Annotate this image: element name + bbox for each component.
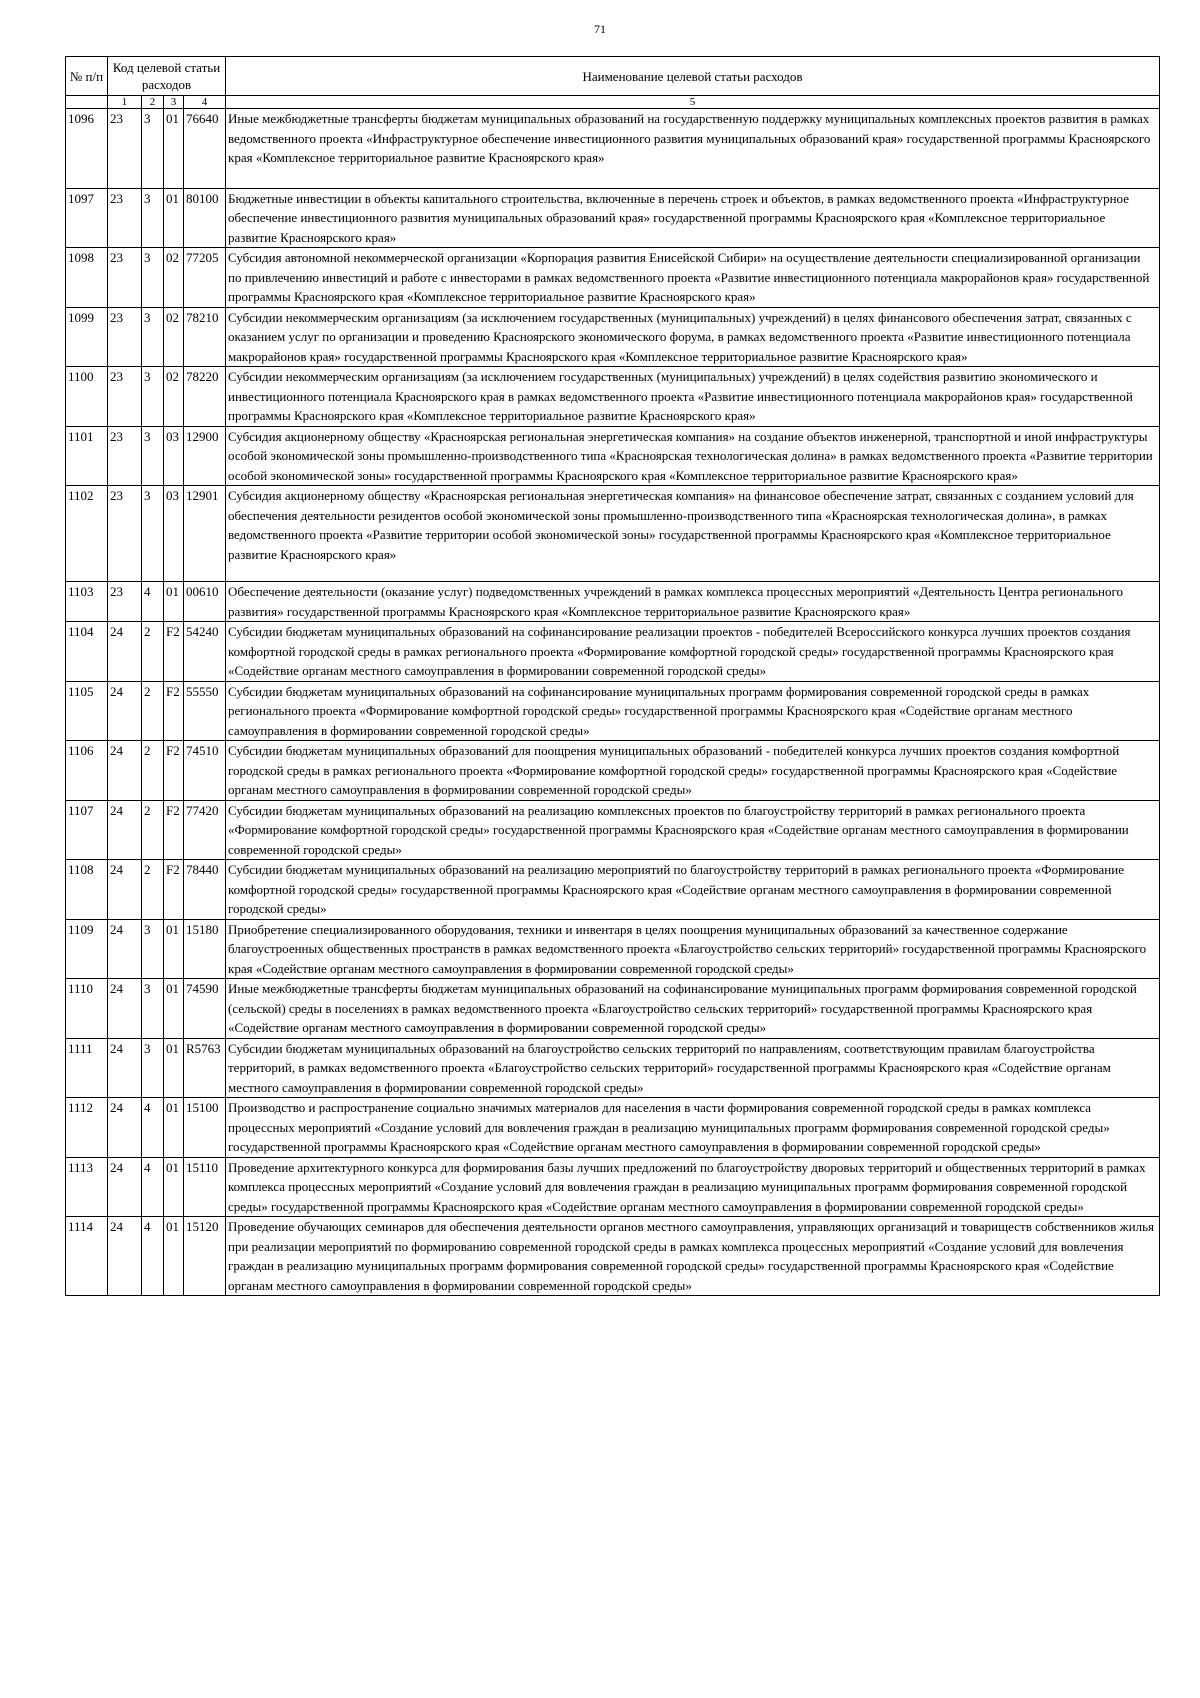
code-part-4-cell: 77205 — [184, 248, 226, 308]
row-number-cell: 1107 — [66, 800, 108, 860]
code-part-3-cell: F2 — [164, 681, 184, 741]
table-row — [66, 109, 1160, 189]
header-col-number: 3 — [164, 96, 184, 109]
code-part-2-cell: 2 — [142, 681, 164, 741]
code-part-4-cell: 00610 — [184, 582, 226, 622]
code-part-3-cell: 01 — [164, 1157, 184, 1217]
code-part-3-cell: F2 — [164, 800, 184, 860]
code-part-1-cell: 24 — [108, 1217, 142, 1296]
code-part-4-cell: 15110 — [184, 1157, 226, 1217]
code-part-1-cell: 24 — [108, 1098, 142, 1158]
expense-name-cell: Иные межбюджетные трансферты бюджетам муниципальных образований на софинансирование муниципальных программ формирования современной городской (сельской) среды в поселениях в рамках ведомственного проекта «Благоустройство сельских территорий» государственной программы Красноярского края «Содействие органам местного самоуправления в формировании современной городской среды» — [226, 979, 1160, 1039]
header-name: Наименование целевой статьи расходов — [226, 57, 1160, 96]
header-col-number: 1 — [108, 96, 142, 109]
row-number-cell: 1112 — [66, 1098, 108, 1158]
expense-name-cell: Проведение обучающих семинаров для обеспечения деятельности органов местного самоуправления, управляющих организаций и товариществ собственников жилья при реализации мероприятий по формированию современной городской среды в рамках комплекса процессных мероприятий «Создание условий для вовлечения граждан в реализацию муниципальных программ формирования современной городской среды» государственной программы Красноярского края «Содействие органам местного самоуправления в формировании современной городской среды» — [226, 1217, 1160, 1296]
code-part-4-cell: 12900 — [184, 426, 226, 486]
row-number-cell: 1110 — [66, 979, 108, 1039]
expense-name-cell: Субсидия акционерному обществу «Красноярская региональная энергетическая компания» на создание объектов инженерной, транспортной и иной инфраструктуры особой экономической зоны промышленно-производственного типа «Красноярская технологическая долина» в рамках ведомственного проекта «Развитие территории особой экономической зоны» государственной программы Красноярского края «Комплексное территориальное развитие Красноярского края» — [226, 426, 1160, 486]
code-part-4-cell: 78210 — [184, 307, 226, 367]
code-part-3-cell: 01 — [164, 1038, 184, 1098]
table-row — [66, 681, 1160, 741]
code-part-3-cell: 01 — [164, 979, 184, 1039]
code-part-1-cell: 24 — [108, 800, 142, 860]
table-row — [66, 307, 1160, 367]
table-row — [66, 582, 1160, 622]
table-row — [66, 1098, 1160, 1158]
code-part-4-cell: R5763 — [184, 1038, 226, 1098]
expense-name-cell: Субсидии бюджетам муниципальных образований для поощрения муниципальных образований - победителей конкурса лучших проектов создания комфортной городской среды в рамках регионального проекта «Формирование комфортной городской среды» государственной программы Красноярского края «Содействие органам местного самоуправления в формировании современной городской среды» — [226, 741, 1160, 801]
code-part-3-cell: 01 — [164, 1098, 184, 1158]
row-number-cell: 1096 — [66, 109, 108, 189]
code-part-4-cell: 12901 — [184, 486, 226, 582]
code-part-2-cell: 3 — [142, 248, 164, 308]
code-part-1-cell: 24 — [108, 979, 142, 1039]
code-part-4-cell: 76640 — [184, 109, 226, 189]
code-part-3-cell: 01 — [164, 1217, 184, 1296]
code-part-1-cell: 24 — [108, 1157, 142, 1217]
code-part-1-cell: 23 — [108, 367, 142, 427]
expense-name-cell: Иные межбюджетные трансферты бюджетам муниципальных образований на государственную поддержку муниципальных комплексных проектов развития в рамках ведомственного проекта «Инфраструктурное обеспечение инвестиционного развития муниципальных образований края» государственной программы Красноярского края «Комплексное территориальное развитие Красноярского края» — [226, 109, 1160, 189]
row-number-cell: 1113 — [66, 1157, 108, 1217]
code-part-3-cell: F2 — [164, 860, 184, 920]
table-row — [66, 367, 1160, 427]
expense-name-cell: Субсидии некоммерческим организациям (за исключением государственных (муниципальных) учреждений) в целях финансового обеспечения затрат, связанных с оказанием услуг по организации и проведению Красноярского экономического форума, в рамках ведомственного проекта «Развитие инвестиционного потенциала макрорайонов края» государственной программы Красноярского края «Комплексное территориальное развитие Красноярского края» — [226, 307, 1160, 367]
code-part-3-cell: 02 — [164, 307, 184, 367]
code-part-4-cell: 78220 — [184, 367, 226, 427]
expense-name-cell: Производство и распространение социально значимых материалов для населения в части формирования современной городской среды в рамках комплекса процессных мероприятий «Создание условий для вовлечения граждан в реализацию муниципальных программ формирования современной городской среды» государственной программы Красноярского края «Содействие органам местного самоуправления в формировании современной городской среды» — [226, 1098, 1160, 1158]
row-number-cell: 1098 — [66, 248, 108, 308]
row-number-cell: 1099 — [66, 307, 108, 367]
row-number-cell: 1108 — [66, 860, 108, 920]
code-part-4-cell: 77420 — [184, 800, 226, 860]
code-part-2-cell: 4 — [142, 1217, 164, 1296]
code-part-4-cell: 55550 — [184, 681, 226, 741]
expense-name-cell: Приобретение специализированного оборудования, техники и инвентаря в целях поощрения муниципальных образований за качественное содержание благоустроенных общественных пространств в рамках ведомственного проекта «Благоустройство сельских территорий» государственной программы Красноярского края «Содействие органам местного самоуправления в формировании современной городской среды» — [226, 919, 1160, 979]
header-num: № п/п — [66, 57, 108, 96]
table-row — [66, 1038, 1160, 1098]
code-part-1-cell: 24 — [108, 681, 142, 741]
code-part-1-cell: 24 — [108, 919, 142, 979]
code-part-1-cell: 24 — [108, 860, 142, 920]
expense-name-cell: Проведение архитектурного конкурса для формирования базы лучших предложений по благоустройству дворовых территорий и общественных территорий в рамках комплекса процессных мероприятий «Создание условий для вовлечения граждан в реализацию муниципальных программ формирования современной городской среды» государственной программы Красноярского края «Содействие органам местного самоуправления в формировании современной городской среды» — [226, 1157, 1160, 1217]
expense-name-cell: Субсидии бюджетам муниципальных образований на благоустройство сельских территорий по направлениям, соответствующим правилам благоустройства территорий, в рамках ведомственного проекта «Благоустройство сельских территорий» государственной программы Красноярского края «Содействие органам местного самоуправления в формировании современной городской среды» — [226, 1038, 1160, 1098]
expense-name-cell: Субсидии бюджетам муниципальных образований на софинансирование муниципальных программ формирования современной городской среды в рамках регионального проекта «Формирование комфортной городской среды» государственной программы Красноярского края «Содействие органам местного самоуправления в формировании современной городской среды» — [226, 681, 1160, 741]
row-number-cell: 1105 — [66, 681, 108, 741]
code-part-2-cell: 3 — [142, 919, 164, 979]
code-part-1-cell: 24 — [108, 1038, 142, 1098]
code-part-2-cell: 3 — [142, 426, 164, 486]
expense-name-cell: Субсидия автономной некоммерческой организации «Корпорация развития Енисейской Сибири» на осуществление деятельности специализированной организации по привлечению инвестиций и работе с инвесторами в рамках ведомственного проекта «Развитие инвестиционного потенциала макрорайонов края» государственной программы Красноярского края «Комплексное территориальное развитие Красноярского края» — [226, 248, 1160, 308]
code-part-1-cell: 23 — [108, 582, 142, 622]
code-part-2-cell: 3 — [142, 367, 164, 427]
code-part-2-cell: 4 — [142, 1098, 164, 1158]
table-row — [66, 426, 1160, 486]
row-number-cell: 1101 — [66, 426, 108, 486]
header-col-number: 4 — [184, 96, 226, 109]
row-number-cell: 1097 — [66, 188, 108, 248]
table-row — [66, 1217, 1160, 1296]
code-part-3-cell: 03 — [164, 426, 184, 486]
row-number-cell: 1102 — [66, 486, 108, 582]
code-part-4-cell: 74510 — [184, 741, 226, 801]
row-number-cell: 1104 — [66, 622, 108, 682]
code-part-2-cell: 2 — [142, 860, 164, 920]
code-part-2-cell: 3 — [142, 1038, 164, 1098]
table-row — [66, 248, 1160, 308]
code-part-3-cell: 01 — [164, 919, 184, 979]
row-number-cell: 1114 — [66, 1217, 108, 1296]
code-part-2-cell: 2 — [142, 622, 164, 682]
code-part-2-cell: 4 — [142, 582, 164, 622]
code-part-3-cell: 02 — [164, 248, 184, 308]
code-part-4-cell: 78440 — [184, 860, 226, 920]
table-row — [66, 741, 1160, 801]
code-part-4-cell: 74590 — [184, 979, 226, 1039]
code-part-1-cell: 23 — [108, 188, 142, 248]
row-number-cell: 1100 — [66, 367, 108, 427]
code-part-2-cell: 3 — [142, 307, 164, 367]
expense-name-cell: Субсидии некоммерческим организациям (за исключением государственных (муниципальных) учреждений) в целях содействия развитию экономического и инвестиционного потенциала Красноярского края в рамках ведомственного проекта «Развитие инвестиционного потенциала макрорайонов края» государственной программы Красноярского края «Комплексное территориальное развитие Красноярского края» — [226, 367, 1160, 427]
code-part-2-cell: 3 — [142, 979, 164, 1039]
expense-name-cell: Субсидии бюджетам муниципальных образований на софинансирование реализации проектов - победителей Всероссийского конкурса лучших проектов создания комфортной городской среды в рамках регионального проекта «Формирование комфортной городской среды» государственной программы Красноярского края «Содействие органам местного самоуправления в формировании современной городской среды» — [226, 622, 1160, 682]
code-part-3-cell: 02 — [164, 367, 184, 427]
code-part-3-cell: 01 — [164, 109, 184, 189]
page-number: 71 — [594, 22, 606, 36]
code-part-2-cell: 2 — [142, 800, 164, 860]
table-row — [66, 486, 1160, 582]
target-expense-table — [65, 56, 1160, 1296]
row-number-cell: 1109 — [66, 919, 108, 979]
code-part-3-cell: F2 — [164, 622, 184, 682]
code-part-1-cell: 23 — [108, 486, 142, 582]
header-col-number — [66, 96, 108, 109]
code-part-4-cell: 54240 — [184, 622, 226, 682]
code-part-4-cell: 80100 — [184, 188, 226, 248]
code-part-1-cell: 23 — [108, 307, 142, 367]
table-row — [66, 1157, 1160, 1217]
code-part-2-cell: 4 — [142, 1157, 164, 1217]
code-part-1-cell: 23 — [108, 109, 142, 189]
table-row — [66, 622, 1160, 682]
header-code: Код целевой статьи расходов — [108, 57, 226, 96]
code-part-3-cell: 03 — [164, 486, 184, 582]
code-part-2-cell: 3 — [142, 109, 164, 189]
code-part-2-cell: 3 — [142, 188, 164, 248]
expense-name-cell: Бюджетные инвестиции в объекты капитального строительства, включенные в перечень строек и объектов, в рамках ведомственного проекта «Инфраструктурное обеспечение инвестиционного развития муниципальных образований края» государственной программы Красноярского края «Комплексное территориальное развитие Красноярского края» — [226, 188, 1160, 248]
header-col-number: 5 — [226, 96, 1160, 109]
code-part-4-cell: 15120 — [184, 1217, 226, 1296]
row-number-cell: 1111 — [66, 1038, 108, 1098]
table-row — [66, 919, 1160, 979]
code-part-1-cell: 23 — [108, 248, 142, 308]
code-part-2-cell: 2 — [142, 741, 164, 801]
table-row — [66, 979, 1160, 1039]
code-part-4-cell: 15180 — [184, 919, 226, 979]
table-row — [66, 188, 1160, 248]
code-part-1-cell: 23 — [108, 426, 142, 486]
expense-name-cell: Субсидии бюджетам муниципальных образований на реализацию мероприятий по благоустройству территорий в рамках регионального проекта «Формирование комфортной городской среды» государственной программы Красноярского края «Содействие органам местного самоуправления в формировании современной городской среды» — [226, 860, 1160, 920]
code-part-4-cell: 15100 — [184, 1098, 226, 1158]
expense-name-cell: Субсидия акционерному обществу «Красноярская региональная энергетическая компания» на финансовое обеспечение затрат, связанных с созданием условий для обеспечения деятельности резидентов особой экономической зоны промышленно-производственного типа «Красноярская технологическая долина», в рамках ведомственного проекта «Развитие территории особой экономической зоны» государственной программы Красноярского края «Комплексное территориальное развитие Красноярского края» — [226, 486, 1160, 582]
code-part-3-cell: 01 — [164, 582, 184, 622]
row-number-cell: 1106 — [66, 741, 108, 801]
table-row — [66, 800, 1160, 860]
code-part-3-cell: 01 — [164, 188, 184, 248]
code-part-1-cell: 24 — [108, 622, 142, 682]
row-number-cell: 1103 — [66, 582, 108, 622]
code-part-2-cell: 3 — [142, 486, 164, 582]
table-row — [66, 860, 1160, 920]
code-part-3-cell: F2 — [164, 741, 184, 801]
expense-name-cell: Обеспечение деятельности (оказание услуг) подведомственных учреждений в рамках комплекса процессных мероприятий «Деятельность Центра регионального развития» государственной программы Красноярского края «Комплексное территориальное развитие Красноярского края» — [226, 582, 1160, 622]
expense-name-cell: Субсидии бюджетам муниципальных образований на реализацию комплексных проектов по благоустройству территорий в рамках регионального проекта «Формирование комфортной городской среды» государственной программы Красноярского края «Содействие органам местного самоуправления в формировании современной городской среды» — [226, 800, 1160, 860]
header-col-number: 2 — [142, 96, 164, 109]
code-part-1-cell: 24 — [108, 741, 142, 801]
